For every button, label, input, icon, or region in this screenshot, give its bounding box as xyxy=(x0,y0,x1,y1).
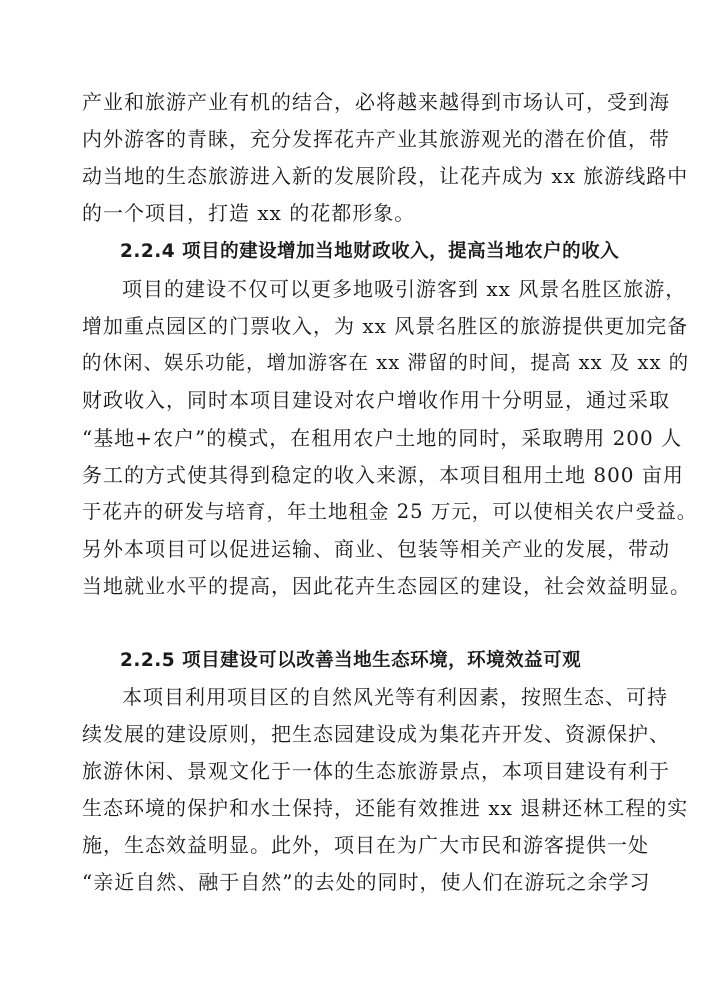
body-text-line: 于花卉的研发与培育，年土地租金 25 万元，可以使相关农户受益。 xyxy=(82,500,698,523)
body-text-line: 本项目利用项目区的自然风光等有利因素，按照生态、可持 xyxy=(122,685,668,709)
section-heading-2-2-4: 2.2.4 项目的建设增加当地财政收入，提高当地农户的收入 xyxy=(120,241,620,262)
body-text-line: 财政收入，同时本项目建设对农户增收作用十分明显，通过采取 xyxy=(82,388,670,412)
body-text-line: 旅游休闲、景观文化于一体的生态旅游景点，本项目建设有利于 xyxy=(82,759,670,783)
body-text-line: “亲近自然、融于自然”的去处的同时，使人们在游玩之余学习 xyxy=(82,870,651,894)
body-text-line: 动当地的生态旅游进入新的发展阶段，让花卉成为 xx 旅游线路中 xyxy=(82,164,689,188)
body-text-line: 续发展的建设原则，把生态园建设成为集花卉开发、资源保护、 xyxy=(82,722,670,746)
body-text-line: 内外游客的青睐，充分发挥花卉产业其旅游观光的潜在价值，带 xyxy=(82,127,670,151)
body-text-line: 增加重点园区的门票收入，为 xx 风景名胜区的旅游提供更加完备 xyxy=(82,314,689,338)
body-text-line: 务工的方式使其得到稳定的收入来源，本项目租用土地 800 亩用 xyxy=(82,463,684,487)
section-heading-2-2-5: 2.2.5 项目建设可以改善当地生态环境，环境效益可观 xyxy=(120,650,582,671)
body-text-line: 另外本项目可以促进运输、商业、包装等相关产业的发展，带动 xyxy=(82,537,670,561)
body-text-line: “基地+农户”的模式，在租用农户土地的同时，采取聘用 200 人 xyxy=(82,426,683,450)
body-text-line: 施，生态效益明显。此外，项目在为广大市民和游客提供一处 xyxy=(82,833,649,857)
body-text-line: 产业和旅游产业有机的结合，必将越来越得到市场认可，受到海 xyxy=(82,90,670,114)
body-text-line: 的一个项目，打造 xx 的花都形象。 xyxy=(82,201,416,225)
body-text-line: 当地就业水平的提高，因此花卉生态园区的建设，社会效益明显。 xyxy=(82,574,691,598)
body-text-line: 项目的建设不仅可以更多地吸引游客到 xx 风景名胜区旅游， xyxy=(122,277,687,301)
body-text-line: 生态环境的保护和水土保持，还能有效推进 xx 退耕还林工程的实 xyxy=(82,796,689,820)
body-text-line: 的休闲、娱乐功能，增加游客在 xx 滞留的时间，提高 xx 及 xx 的 xyxy=(82,351,690,374)
